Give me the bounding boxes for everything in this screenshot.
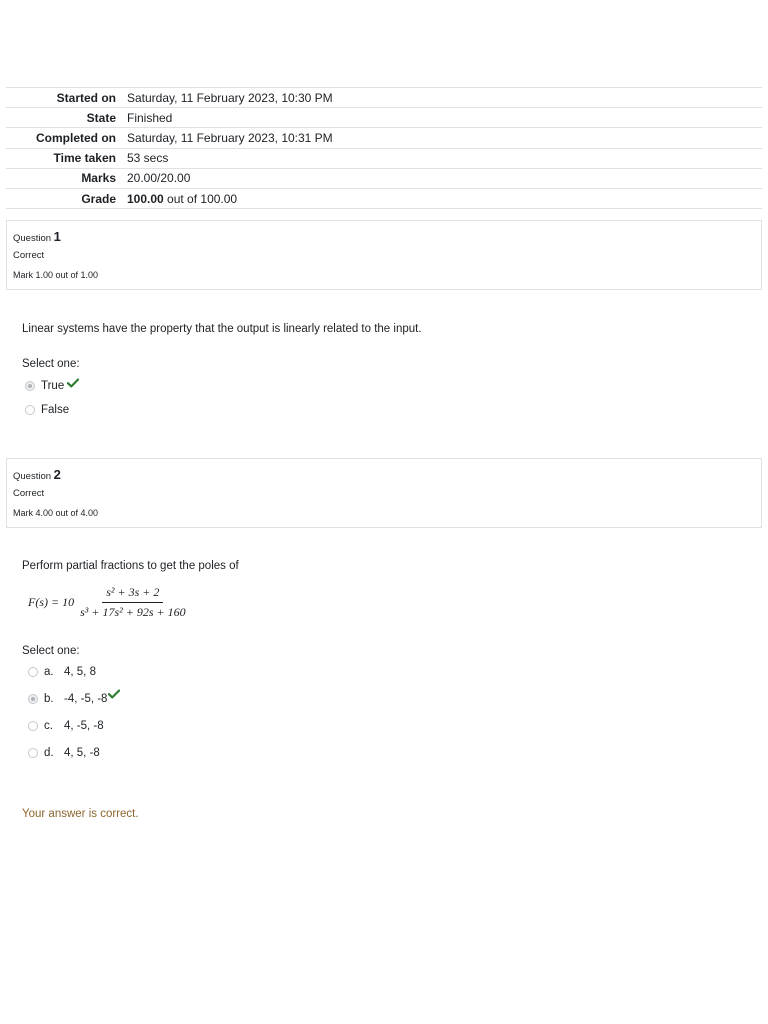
summary-row-time-taken [6,148,762,168]
summary-row-started [6,88,762,108]
radio-button[interactable] [28,748,38,758]
summary-row-completed [6,128,762,148]
option-text: False [41,404,70,416]
summary-label: Grade [6,188,116,208]
question-number [13,229,61,244]
option-text: 4, -5, -8 [64,720,104,732]
formula-fraction [80,585,186,620]
summary-label: Completed on [6,128,116,148]
option-text: True [41,379,65,392]
question-number [13,467,61,482]
q1-option-true[interactable] [25,379,79,392]
question-prefix: Question [13,233,52,244]
option-label: d. [44,747,54,759]
question-1-prompt: Select one: [22,358,80,370]
question-state: Correct [13,488,45,499]
transfer-function-formula [28,585,186,620]
option-text: 4, 5, 8 [64,666,96,678]
summary-value: 20.00/20.00 [116,168,762,188]
option-text: 4, 5, -8 [64,747,100,759]
summary-value: Saturday, 11 February 2023, 10:30 PM [116,88,762,108]
q2-option-d[interactable] [28,747,100,759]
question-2-text: Perform partial fractions to get the poles of [22,560,239,572]
formula-numerator: s² + 3s + 2 [102,585,163,603]
option-label: b. [44,692,54,705]
summary-label: Marks [6,168,116,188]
option-text: -4, -5, -8 [64,692,108,705]
radio-button[interactable] [28,721,38,731]
formula-lhs: F(s) = 10 [28,595,75,609]
answer-feedback: Your answer is correct. [22,808,139,820]
q1-option-false[interactable] [25,404,69,416]
question-1-info [6,220,762,290]
question-2-info [6,458,762,528]
check-icon [67,378,79,391]
grade-score: 100.00 [127,191,164,206]
radio-button[interactable] [28,694,38,704]
q2-option-b[interactable] [28,692,120,705]
question-mark: Mark 1.00 out of 1.00 [13,270,99,280]
summary-label: Started on [6,88,116,108]
summary-value [116,188,762,208]
option-label: a. [44,666,54,678]
q2-option-c[interactable] [28,720,104,732]
option-label: c. [44,720,53,732]
summary-value: 53 secs [116,148,762,168]
radio-button[interactable] [25,405,35,415]
summary-value: Saturday, 11 February 2023, 10:31 PM [116,128,762,148]
summary-row-marks [6,168,762,188]
question-2-prompt: Select one: [22,645,80,657]
q2-option-a[interactable] [28,666,96,678]
summary-row-grade [6,188,762,208]
radio-button[interactable] [25,381,35,391]
summary-label: Time taken [6,148,116,168]
summary-value: Finished [116,108,762,128]
question-mark: Mark 4.00 out of 4.00 [13,508,99,518]
formula-denominator: s³ + 17s² + 92s + 160 [80,605,186,619]
question-num: 1 [53,229,61,244]
question-state: Correct [13,250,45,261]
summary-row-state [6,108,762,128]
grade-suffix: out of 100.00 [163,191,238,206]
attempt-summary-table [6,87,762,209]
question-prefix: Question [13,471,52,482]
summary-label: State [6,108,116,128]
radio-button[interactable] [28,667,38,677]
question-1-text: Linear systems have the property that the output is linearly related to the input. [22,323,422,335]
question-num: 2 [53,467,61,482]
check-icon [108,689,120,702]
